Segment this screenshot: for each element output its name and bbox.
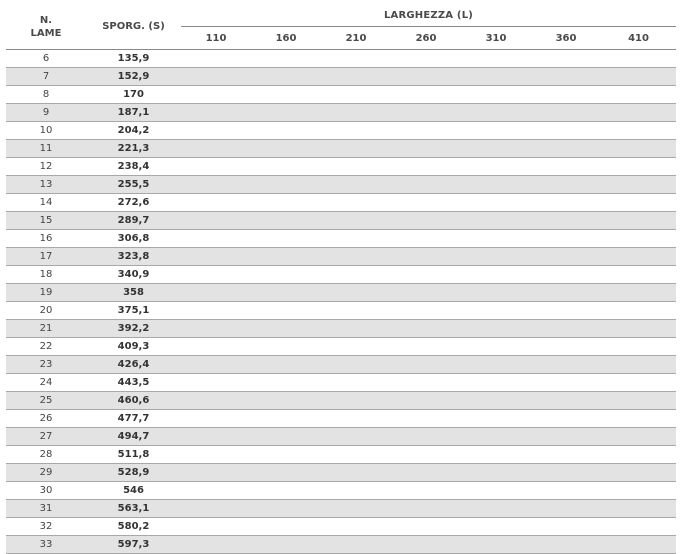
cell-sporg: 392,2 — [86, 320, 181, 338]
cell-width-210 — [321, 50, 391, 68]
table-row — [6, 284, 676, 302]
table-row — [6, 248, 676, 266]
header-width-210: 210 — [321, 27, 391, 50]
cell-width-410 — [601, 266, 676, 284]
cell-width-310 — [461, 194, 531, 212]
cell-width-260 — [391, 284, 461, 302]
table-row — [6, 176, 676, 194]
cell-width-310 — [461, 356, 531, 374]
header-width-310: 310 — [461, 27, 531, 50]
cell-width-310 — [461, 230, 531, 248]
cell-width-260 — [391, 374, 461, 392]
cell-width-410 — [601, 158, 676, 176]
cell-n-lame: 14 — [6, 194, 86, 212]
cell-width-110 — [181, 248, 251, 266]
cell-width-410 — [601, 176, 676, 194]
cell-width-360 — [531, 374, 601, 392]
cell-sporg: 289,7 — [86, 212, 181, 230]
cell-width-160 — [251, 302, 321, 320]
cell-width-360 — [531, 140, 601, 158]
cell-n-lame: 21 — [6, 320, 86, 338]
cell-n-lame: 31 — [6, 500, 86, 518]
cell-width-410 — [601, 392, 676, 410]
cell-sporg: 426,4 — [86, 356, 181, 374]
cell-sporg: 477,7 — [86, 410, 181, 428]
cell-width-310 — [461, 284, 531, 302]
cell-width-310 — [461, 392, 531, 410]
cell-width-210 — [321, 140, 391, 158]
cell-width-210 — [321, 464, 391, 482]
cell-width-310 — [461, 500, 531, 518]
table-row — [6, 320, 676, 338]
cell-width-410 — [601, 68, 676, 86]
table-row — [6, 122, 676, 140]
cell-sporg: 409,3 — [86, 338, 181, 356]
cell-width-210 — [321, 248, 391, 266]
cell-width-260 — [391, 518, 461, 536]
cell-width-110 — [181, 140, 251, 158]
cell-sporg: 221,3 — [86, 140, 181, 158]
cell-sporg: 443,5 — [86, 374, 181, 392]
header-width-410: 410 — [601, 27, 676, 50]
cell-width-310 — [461, 302, 531, 320]
cell-width-360 — [531, 536, 601, 554]
cell-width-110 — [181, 320, 251, 338]
cell-width-160 — [251, 518, 321, 536]
cell-width-410 — [601, 338, 676, 356]
cell-width-260 — [391, 266, 461, 284]
cell-width-410 — [601, 356, 676, 374]
cell-n-lame: 33 — [6, 536, 86, 554]
cell-width-310 — [461, 338, 531, 356]
cell-width-160 — [251, 338, 321, 356]
cell-width-160 — [251, 158, 321, 176]
cell-width-260 — [391, 122, 461, 140]
table-row — [6, 158, 676, 176]
cell-width-310 — [461, 464, 531, 482]
cell-n-lame: 28 — [6, 446, 86, 464]
table-row — [6, 356, 676, 374]
cell-width-410 — [601, 212, 676, 230]
cell-width-360 — [531, 284, 601, 302]
table-row — [6, 500, 676, 518]
cell-width-260 — [391, 212, 461, 230]
cell-width-360 — [531, 248, 601, 266]
cell-width-360 — [531, 68, 601, 86]
cell-n-lame: 12 — [6, 158, 86, 176]
cell-n-lame: 8 — [6, 86, 86, 104]
header-width-110: 110 — [181, 27, 251, 50]
cell-width-410 — [601, 428, 676, 446]
cell-width-310 — [461, 536, 531, 554]
header-lame-label: LAME — [30, 27, 62, 39]
cell-width-310 — [461, 374, 531, 392]
cell-width-160 — [251, 320, 321, 338]
cell-width-260 — [391, 338, 461, 356]
cell-width-360 — [531, 464, 601, 482]
table-row — [6, 140, 676, 158]
table-row — [6, 428, 676, 446]
cell-width-210 — [321, 158, 391, 176]
cell-width-360 — [531, 356, 601, 374]
cell-sporg: 170 — [86, 86, 181, 104]
cell-width-160 — [251, 536, 321, 554]
cell-width-360 — [531, 446, 601, 464]
cell-width-160 — [251, 500, 321, 518]
cell-width-360 — [531, 410, 601, 428]
cell-width-360 — [531, 392, 601, 410]
cell-width-110 — [181, 446, 251, 464]
table-row — [6, 392, 676, 410]
cell-width-310 — [461, 446, 531, 464]
cell-n-lame: 29 — [6, 464, 86, 482]
cell-width-410 — [601, 194, 676, 212]
cell-width-260 — [391, 500, 461, 518]
cell-width-110 — [181, 356, 251, 374]
cell-width-260 — [391, 320, 461, 338]
cell-n-lame: 20 — [6, 302, 86, 320]
cell-width-260 — [391, 230, 461, 248]
cell-width-410 — [601, 410, 676, 428]
cell-width-410 — [601, 464, 676, 482]
cell-width-160 — [251, 464, 321, 482]
table-row — [6, 68, 676, 86]
cell-width-160 — [251, 230, 321, 248]
cell-width-410 — [601, 122, 676, 140]
cell-width-110 — [181, 392, 251, 410]
cell-width-310 — [461, 122, 531, 140]
cell-width-310 — [461, 86, 531, 104]
cell-width-360 — [531, 428, 601, 446]
cell-n-lame: 25 — [6, 392, 86, 410]
cell-width-410 — [601, 50, 676, 68]
cell-width-110 — [181, 500, 251, 518]
cell-width-110 — [181, 464, 251, 482]
cell-width-160 — [251, 410, 321, 428]
cell-width-110 — [181, 284, 251, 302]
cell-sporg: 563,1 — [86, 500, 181, 518]
cell-width-210 — [321, 500, 391, 518]
table-row — [6, 446, 676, 464]
cell-width-210 — [321, 176, 391, 194]
cell-width-110 — [181, 338, 251, 356]
table-row — [6, 194, 676, 212]
cell-n-lame: 19 — [6, 284, 86, 302]
header-width-260: 260 — [391, 27, 461, 50]
cell-width-360 — [531, 338, 601, 356]
table-row — [6, 338, 676, 356]
table-row — [6, 482, 676, 500]
cell-width-410 — [601, 374, 676, 392]
cell-width-160 — [251, 212, 321, 230]
table-row — [6, 50, 676, 68]
cell-width-310 — [461, 266, 531, 284]
cell-width-410 — [601, 518, 676, 536]
cell-width-160 — [251, 392, 321, 410]
table-row — [6, 410, 676, 428]
cell-sporg: 597,3 — [86, 536, 181, 554]
cell-n-lame: 30 — [6, 482, 86, 500]
cell-width-260 — [391, 248, 461, 266]
table-row — [6, 104, 676, 122]
table-row — [6, 86, 676, 104]
cell-width-210 — [321, 392, 391, 410]
cell-width-110 — [181, 158, 251, 176]
header-width-360: 360 — [531, 27, 601, 50]
cell-width-260 — [391, 482, 461, 500]
cell-width-160 — [251, 356, 321, 374]
cell-width-260 — [391, 68, 461, 86]
cell-width-310 — [461, 158, 531, 176]
table-row — [6, 518, 676, 536]
cell-width-360 — [531, 122, 601, 140]
cell-n-lame: 23 — [6, 356, 86, 374]
cell-width-360 — [531, 158, 601, 176]
cell-width-110 — [181, 302, 251, 320]
cell-sporg: 238,4 — [86, 158, 181, 176]
header-n-lame — [6, 4, 86, 50]
cell-width-360 — [531, 50, 601, 68]
table-row — [6, 374, 676, 392]
cell-width-310 — [461, 482, 531, 500]
cell-width-260 — [391, 50, 461, 68]
cell-width-210 — [321, 230, 391, 248]
cell-width-410 — [601, 500, 676, 518]
cell-width-210 — [321, 518, 391, 536]
cell-width-160 — [251, 428, 321, 446]
cell-width-210 — [321, 410, 391, 428]
cell-sporg: 204,2 — [86, 122, 181, 140]
cell-width-210 — [321, 356, 391, 374]
cell-width-410 — [601, 140, 676, 158]
cell-width-110 — [181, 104, 251, 122]
cell-width-160 — [251, 266, 321, 284]
cell-sporg: 375,1 — [86, 302, 181, 320]
cell-width-110 — [181, 410, 251, 428]
header-n-label: N. — [39, 14, 53, 26]
cell-n-lame: 32 — [6, 518, 86, 536]
cell-width-160 — [251, 140, 321, 158]
cell-width-210 — [321, 212, 391, 230]
cell-width-360 — [531, 500, 601, 518]
cell-width-210 — [321, 338, 391, 356]
cell-width-260 — [391, 194, 461, 212]
header-larghezza: LARGHEZZA (L) — [181, 4, 676, 27]
table-row — [6, 212, 676, 230]
cell-n-lame: 27 — [6, 428, 86, 446]
cell-sporg: 323,8 — [86, 248, 181, 266]
cell-width-210 — [321, 374, 391, 392]
cell-n-lame: 6 — [6, 50, 86, 68]
cell-width-110 — [181, 518, 251, 536]
cell-width-310 — [461, 248, 531, 266]
cell-width-110 — [181, 122, 251, 140]
cell-width-210 — [321, 68, 391, 86]
cell-n-lame: 24 — [6, 374, 86, 392]
table-row — [6, 230, 676, 248]
cell-n-lame: 11 — [6, 140, 86, 158]
cell-width-160 — [251, 122, 321, 140]
cell-width-210 — [321, 86, 391, 104]
cell-width-110 — [181, 482, 251, 500]
cell-n-lame: 13 — [6, 176, 86, 194]
cell-width-260 — [391, 464, 461, 482]
cell-sporg: 528,9 — [86, 464, 181, 482]
cell-width-260 — [391, 392, 461, 410]
cell-sporg: 546 — [86, 482, 181, 500]
cell-width-160 — [251, 50, 321, 68]
cell-sporg: 358 — [86, 284, 181, 302]
cell-width-410 — [601, 230, 676, 248]
cell-width-260 — [391, 302, 461, 320]
cell-width-360 — [531, 230, 601, 248]
cell-width-410 — [601, 284, 676, 302]
cell-sporg: 306,8 — [86, 230, 181, 248]
cell-width-260 — [391, 428, 461, 446]
cell-sporg: 255,5 — [86, 176, 181, 194]
cell-width-210 — [321, 194, 391, 212]
cell-width-410 — [601, 248, 676, 266]
cell-width-260 — [391, 104, 461, 122]
cell-width-410 — [601, 86, 676, 104]
cell-width-360 — [531, 518, 601, 536]
cell-width-260 — [391, 176, 461, 194]
cell-width-410 — [601, 536, 676, 554]
cell-width-360 — [531, 104, 601, 122]
table-row — [6, 536, 676, 554]
cell-width-310 — [461, 176, 531, 194]
cell-width-260 — [391, 446, 461, 464]
cell-n-lame: 18 — [6, 266, 86, 284]
cell-width-360 — [531, 482, 601, 500]
cell-width-410 — [601, 482, 676, 500]
cell-width-360 — [531, 176, 601, 194]
table-row — [6, 302, 676, 320]
cell-width-160 — [251, 446, 321, 464]
cell-width-310 — [461, 50, 531, 68]
cell-width-260 — [391, 356, 461, 374]
cell-width-210 — [321, 284, 391, 302]
cell-width-260 — [391, 410, 461, 428]
cell-width-110 — [181, 212, 251, 230]
cell-width-160 — [251, 374, 321, 392]
cell-width-260 — [391, 536, 461, 554]
cell-width-410 — [601, 446, 676, 464]
cell-sporg: 152,9 — [86, 68, 181, 86]
cell-width-110 — [181, 68, 251, 86]
cell-width-210 — [321, 320, 391, 338]
cell-width-160 — [251, 248, 321, 266]
table-body — [6, 50, 676, 554]
cell-width-110 — [181, 428, 251, 446]
cell-width-160 — [251, 284, 321, 302]
header-sporg: SPORG. (S) — [86, 4, 181, 50]
cell-width-410 — [601, 104, 676, 122]
cell-width-110 — [181, 50, 251, 68]
cell-width-360 — [531, 194, 601, 212]
cell-width-410 — [601, 320, 676, 338]
cell-sporg: 494,7 — [86, 428, 181, 446]
cell-width-110 — [181, 176, 251, 194]
cell-width-310 — [461, 212, 531, 230]
cell-width-360 — [531, 266, 601, 284]
cell-width-110 — [181, 374, 251, 392]
cell-width-110 — [181, 86, 251, 104]
cell-width-260 — [391, 86, 461, 104]
cell-width-310 — [461, 140, 531, 158]
cell-sporg: 340,9 — [86, 266, 181, 284]
cell-width-210 — [321, 482, 391, 500]
cell-sporg: 272,6 — [86, 194, 181, 212]
cell-sporg: 187,1 — [86, 104, 181, 122]
cell-sporg: 460,6 — [86, 392, 181, 410]
blade-table — [6, 4, 676, 554]
cell-sporg: 511,8 — [86, 446, 181, 464]
cell-width-360 — [531, 320, 601, 338]
cell-width-210 — [321, 266, 391, 284]
cell-width-110 — [181, 194, 251, 212]
cell-width-310 — [461, 518, 531, 536]
table-row — [6, 464, 676, 482]
table-row — [6, 266, 676, 284]
cell-width-210 — [321, 536, 391, 554]
cell-width-360 — [531, 212, 601, 230]
cell-width-160 — [251, 194, 321, 212]
cell-n-lame: 9 — [6, 104, 86, 122]
cell-n-lame: 17 — [6, 248, 86, 266]
cell-n-lame: 16 — [6, 230, 86, 248]
cell-width-160 — [251, 104, 321, 122]
cell-width-260 — [391, 158, 461, 176]
cell-sporg: 135,9 — [86, 50, 181, 68]
cell-width-360 — [531, 86, 601, 104]
cell-width-110 — [181, 230, 251, 248]
cell-width-110 — [181, 536, 251, 554]
cell-n-lame: 15 — [6, 212, 86, 230]
cell-width-210 — [321, 122, 391, 140]
cell-n-lame: 26 — [6, 410, 86, 428]
cell-width-410 — [601, 302, 676, 320]
cell-width-310 — [461, 68, 531, 86]
cell-width-160 — [251, 482, 321, 500]
cell-width-310 — [461, 320, 531, 338]
cell-width-160 — [251, 176, 321, 194]
cell-width-160 — [251, 86, 321, 104]
cell-sporg: 580,2 — [86, 518, 181, 536]
cell-width-310 — [461, 104, 531, 122]
cell-width-360 — [531, 302, 601, 320]
cell-width-210 — [321, 302, 391, 320]
cell-width-310 — [461, 428, 531, 446]
cell-n-lame: 7 — [6, 68, 86, 86]
cell-width-210 — [321, 104, 391, 122]
cell-n-lame: 22 — [6, 338, 86, 356]
cell-width-260 — [391, 140, 461, 158]
cell-width-210 — [321, 446, 391, 464]
cell-width-210 — [321, 428, 391, 446]
cell-width-160 — [251, 68, 321, 86]
cell-width-110 — [181, 266, 251, 284]
cell-n-lame: 10 — [6, 122, 86, 140]
cell-width-310 — [461, 410, 531, 428]
header-width-160: 160 — [251, 27, 321, 50]
